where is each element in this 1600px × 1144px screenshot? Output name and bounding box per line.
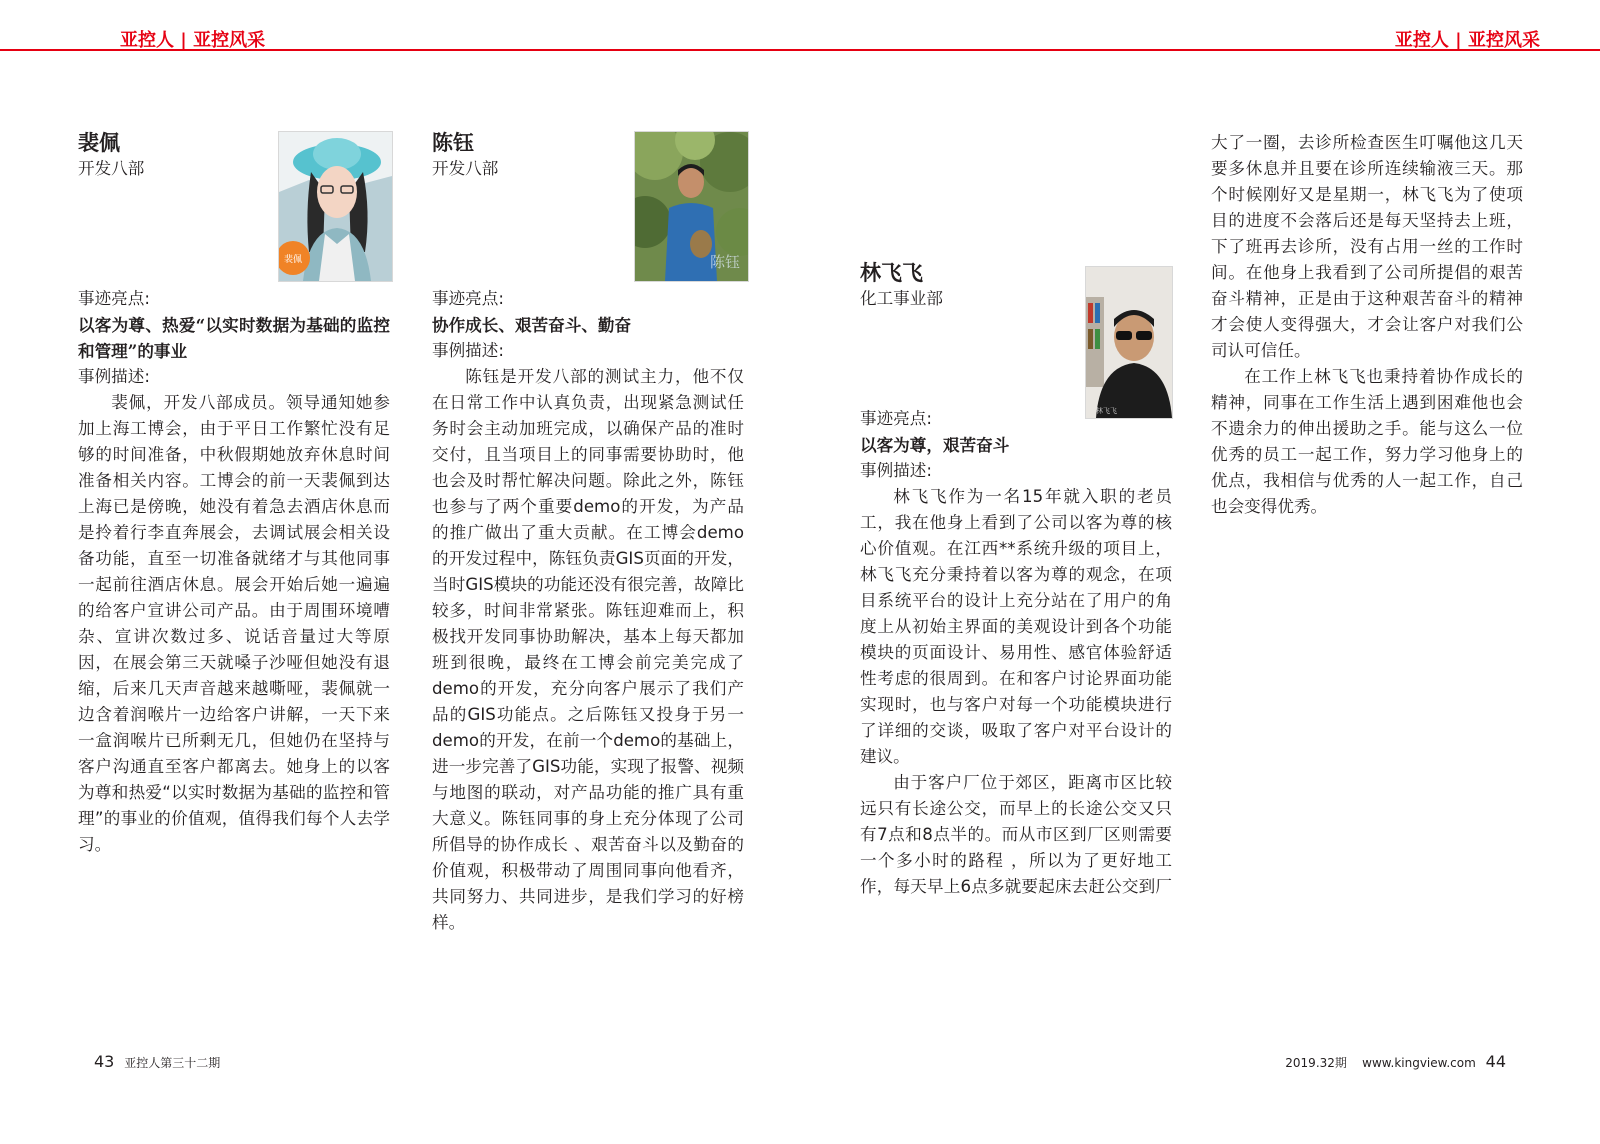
person-dept: 化工事业部 [860,289,943,308]
highlight-label: 事迹亮点: [78,289,150,308]
article-peipei [78,130,390,858]
photo-caption: 陈钰 [709,253,741,271]
description-paragraph-continued: 大了一圈，去诊所检查医生叮嘱他这几天要多休息并且要在诊所连续输液三天。那个时候刚好又是星期一，林飞飞为了使项目的进度不会落后还是每天坚持去上班，下了班再去诊所，没有占用一丝的工作时间。在他身上我看到了公司所提倡的艰苦奋斗精神，正是由于这种艰苦奋斗的精神才会使人变得强大，才会让客户对我们公司认可信任。 [1211,133,1523,360]
description-paragraph: 裴佩，开发八部成员。领导通知她参加上海工博会，由于平日工作繁忙没有足够的时间准备，中秋假期她放弃休息时间准备相关内容。工博会的前一天裴佩到达上海已是傍晚，她没有着急去酒店休息而是拎着行李直奔展会，去调试展会相关设备功能，直至一切准备就绪才与其他同事一起前往酒店休息。展会开始后她一遍遍的给客户宣讲公司产品。由于周围环境嘈杂、宣讲次数过多、说话音量过大等原因，在展会第三天就嗓子沙哑但她没有退缩，后来几天声音越来越嘶哑，裴佩就一边含着润喉片一边给客户讲解，一天下来一盒润喉片已所剩无几，但她仍在坚持与客户沟通直至客户都离去。她身上的以客为尊和热爱“以实时数据为基础的监控和管理”的事业的价值观，值得我们每个人去学习。 [78,393,390,854]
article-chenyu-continued [858,130,1170,208]
highlight-label: 事迹亮点: [860,409,932,428]
highlight-label: 事迹亮点: [432,289,504,308]
footer-left [88,1052,220,1073]
person-dept: 开发八部 [432,159,499,178]
footer-website: www.kingview.com [1362,1056,1476,1070]
description-flow-part1 [860,484,1172,900]
description-paragraph: 由于客户厂位于郊区，距离市区比较远只有长途公交，而早上的长途公交又只有7点和8点半的。而从市区到厂区则需要一个多小时的路程 ，所以为了更好地工作，每天早上6点多就要起床去赶公交到厂 [860,773,1172,896]
article-chenyu [432,130,744,1144]
description-paragraph: 林飞飞作为一名15年就入职的老员工，我在他身上看到了公司以客为尊的核心价值观。在江西**系统升级的项目上，林飞飞充分秉持着以客为尊的观念，在项目系统平台的设计上充分站在了用户的角度上从初始主界面的美观设计到各个功能模块的页面设计、易用性、感官体验舒适性考虑的很周到。在和客户讨论界面功能实现时，也与客户对每一个功能模块进行了详细的交谈，吸取了客户对平台设计的建议。 [860,487,1172,766]
page-number-right: 44 [1485,1052,1506,1071]
footer-right [1285,1052,1512,1073]
description-label: 事例描述: [860,461,932,480]
person-name: 裴佩 [78,130,120,155]
person-name: 林飞飞 [860,260,923,285]
person-name: 陈钰 [432,130,474,155]
article-linfeifei [860,260,1172,900]
header-title-left: 亚控人 | 亚控风采 [120,30,266,51]
photo-badge-name: 裴佩 [283,255,303,265]
description-paragraph: 在工作上林飞飞也秉持着协作成长的精神，同事在工作生活上遇到困难他也会不遗余力的伸出援助之手。能与这么一位优秀的员工一起工作，努力学习他身上的优点，我相信与优秀的人一起工作，自己也会变得优秀。 [1211,367,1523,516]
description-paragraph: 陈钰是开发八部的测试主力，他不仅在日常工作中认真负责，出现紧急测试任务时会主动加班完成，以确保产品的准时交付，且当项目上的同事需要协助时，他也会及时帮忙解决问题。除此之外，陈钰也参与了两个重要demo的开发，为产品的推广做出了重大贡献。在工博会demo的开发过程中，陈钰负责GIS页面的开发，当时GIS模块的功能还没有很完善，故障比较多，时间非常紧张。陈钰迎难而上，积极找开发同事协助解决，基本上每天都加班到很晚，最终在工博会前完美完成了demo的开发，充分向客户展示了我们产品的GIS功能点。之后陈钰又投身于另一demo的开发，在前一个demo的基础上，进一步完善了GIS功能，实现了报警、视频与地图的联动，对产品功能的推广具有重大意义。陈钰同事的身上充分体现了公司所倡导的协作成长 、艰苦奋斗以及勤奋的价值观，积极带动了周围同事向他看齐，共同努力、共同进步，是我们学习的好榜样。 [432,367,744,932]
highlight-text: 以客为尊，艰苦奋斗 [860,435,1010,455]
highlight-text: 以客为尊、热爱“以实时数据为基础的监控和管理”的事业 [78,315,390,361]
description-label: 事例描述: [78,367,150,386]
person-dept: 开发八部 [78,159,145,178]
article-linfeifei-continued [1211,130,1523,702]
description-label: 事例描述: [432,341,504,360]
photo-caption: 林飞飞 [1096,407,1117,415]
description-flow-part1 [432,364,744,1144]
page-number-left: 43 [94,1052,115,1071]
footer-issue: 2019.32期 [1285,1056,1347,1070]
header-title-right: 亚控人 | 亚控风采 [1394,30,1540,51]
highlight-text: 协作成长、艰苦奋斗、勤奋 [432,315,632,335]
footer-issue-title: 亚控人第三十二期 [124,1056,221,1070]
